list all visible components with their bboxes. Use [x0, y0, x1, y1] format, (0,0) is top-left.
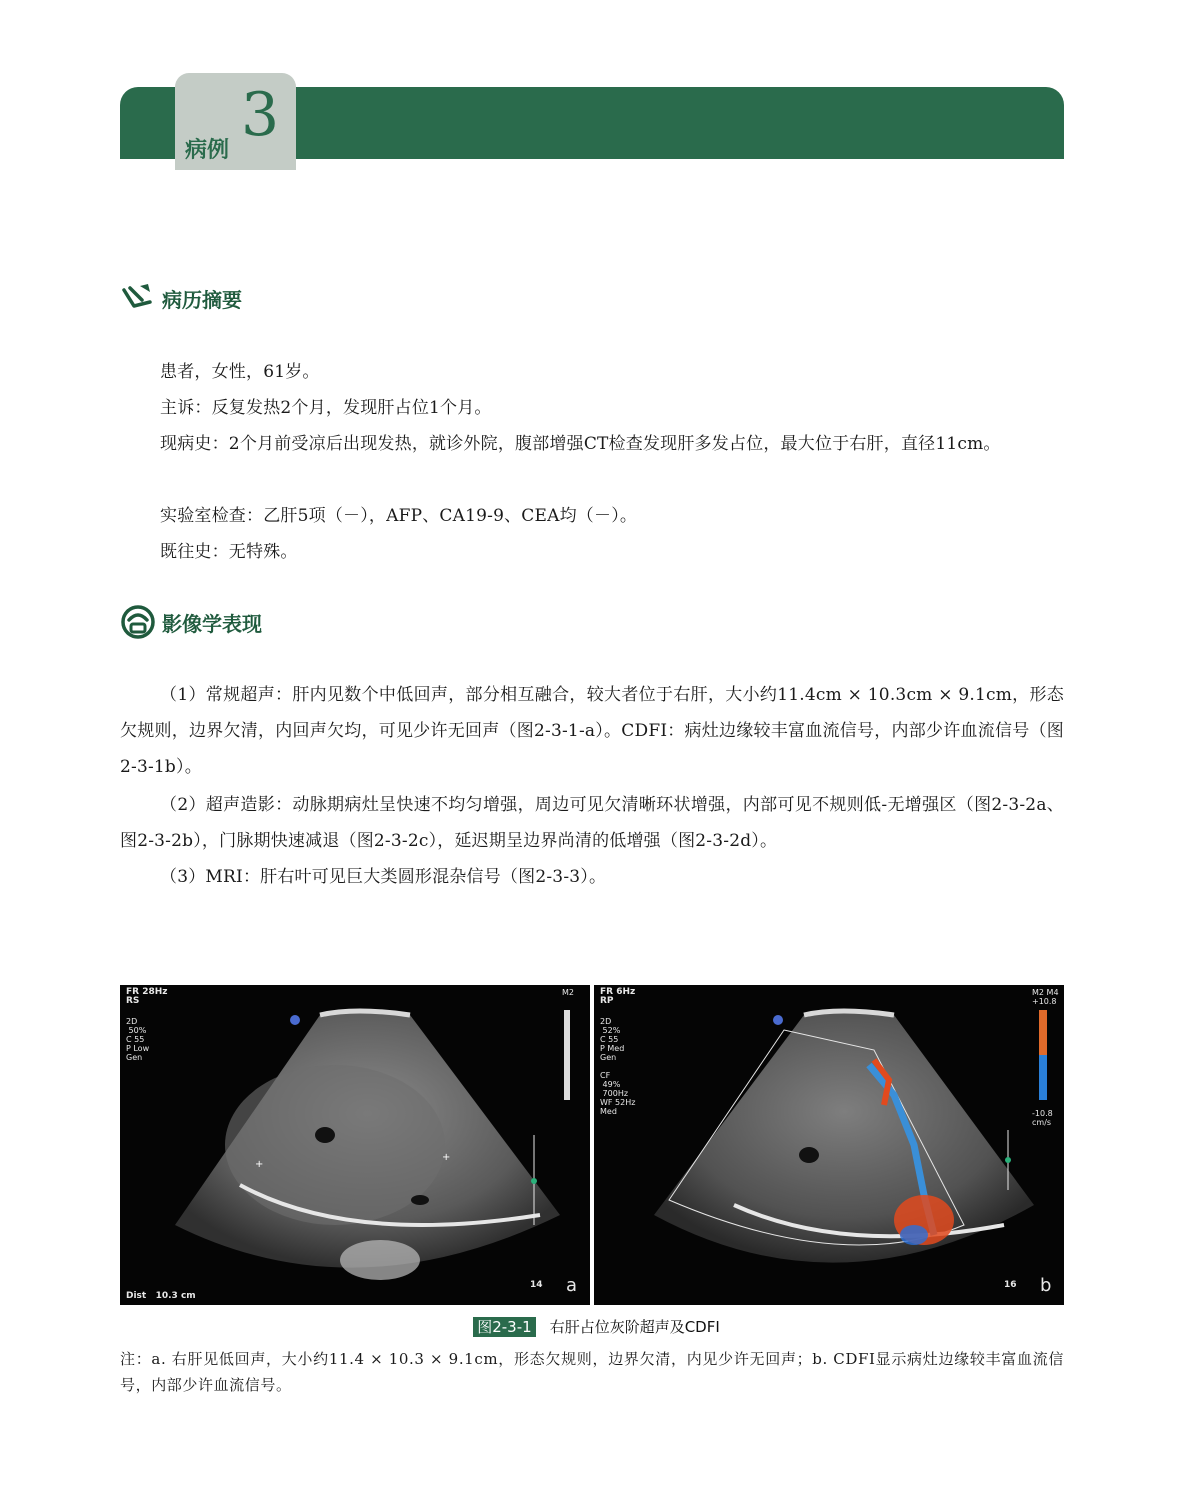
scale-label: M2 — [562, 988, 574, 997]
section-heading-imaging — [120, 604, 262, 640]
figure-note: 注：a. 右肝见低回声，大小约11.4 × 10.3 × 9.1cm，形态欠规则，边界欠清，内见少许无回声；b. CDFI显示病灶边缘较丰富血流信号，内部少许血流信号。 — [120, 1350, 1064, 1394]
color-flow-settings-readout: CF 49% 700Hz WF 52Hz Med — [600, 1071, 636, 1116]
velocity-scale-top: M2 M4 +10.8 — [1032, 988, 1059, 1006]
cdfi-ultrasound-image — [594, 985, 1064, 1305]
section-heading-history — [120, 280, 242, 316]
history-paragraph: 患者，女性，61岁。 — [160, 362, 320, 382]
grayscale-ultrasound-image — [120, 985, 590, 1305]
distance-measurement: Dist 10.3 cm — [126, 1291, 196, 1301]
history-paragraph: 实验室检查：乙肝5项（－），AFP、CA19-9、CEA均（－）。 — [160, 506, 638, 526]
imaging-paragraph: （2）超声造影：动脉期病灶呈快速不均匀增强，周边可见欠清晰环状增强，内部可见不规则低-无增强区（图2-3-2a、图2-3-2b），门脉期快速减退（图2-3-2c），延迟期呈边界尚清的低增强（图2-3-2d）。 — [120, 795, 1064, 851]
imaging-paragraph: （3）MRI：肝右叶可见巨大类圆形混杂信号（图2-3-3）。 — [160, 867, 607, 887]
frame-rate-readout: FR 6Hz RP — [600, 987, 636, 1006]
imaging-settings-readout: 2D 52% C 55 P Med Gen — [600, 1017, 625, 1062]
section-title: 影像学表现 — [162, 611, 262, 636]
case-label: 病例 — [185, 138, 230, 163]
figure-number: 图2-3-1 — [473, 1317, 535, 1337]
svg-text:+: + — [442, 1152, 451, 1163]
depth-readout: 16 — [1004, 1280, 1017, 1290]
ultrasound-figure — [120, 985, 1064, 1305]
ultrasound-panel-b — [594, 985, 1064, 1305]
history-paragraph: 现病史：2个月前受凉后出现发热，就诊外院，腹部增强CT检查发现肝多发占位，最大位于右肝，直径11cm。 — [160, 434, 1001, 454]
imaging-paragraph: （1）常规超声：肝内见数个中低回声，部分相互融合，较大者位于右肝，大小约11.4cm × 10.3cm × 9.1cm，形态欠规则，边界欠清，内回声欠均，可见少许无回声（图2-3-1-a）。CDFI：病灶边缘较丰富血流信号，内部少许血流信号（图2-3-1b）。 — [120, 685, 1064, 777]
case-number: 3 — [241, 80, 280, 150]
velocity-scale-bottom: -10.8 cm/s — [1032, 1109, 1053, 1127]
case-number-tab — [175, 73, 296, 170]
frame-rate-readout: FR 28Hz RS — [126, 987, 168, 1006]
figure-caption — [0, 1316, 1193, 1337]
ultrasound-panel-a — [120, 985, 590, 1305]
section-title: 病历摘要 — [162, 287, 242, 312]
depth-readout: 14 — [530, 1280, 543, 1290]
panel-letter-a: a — [566, 1275, 578, 1296]
notebook-pen-icon — [120, 280, 156, 316]
scanner-icon — [120, 604, 156, 640]
figure-title: 右肝占位灰阶超声及CDFI — [549, 1318, 720, 1336]
history-paragraph: 既往史：无特殊。 — [160, 542, 298, 562]
history-paragraph: 主诉：反复发热2个月，发现肝占位1个月。 — [160, 398, 492, 418]
imaging-settings-readout: 2D 50% C 55 P Low Gen — [126, 1017, 150, 1062]
svg-text:+: + — [255, 1159, 264, 1170]
panel-letter-b: b — [1040, 1275, 1052, 1296]
